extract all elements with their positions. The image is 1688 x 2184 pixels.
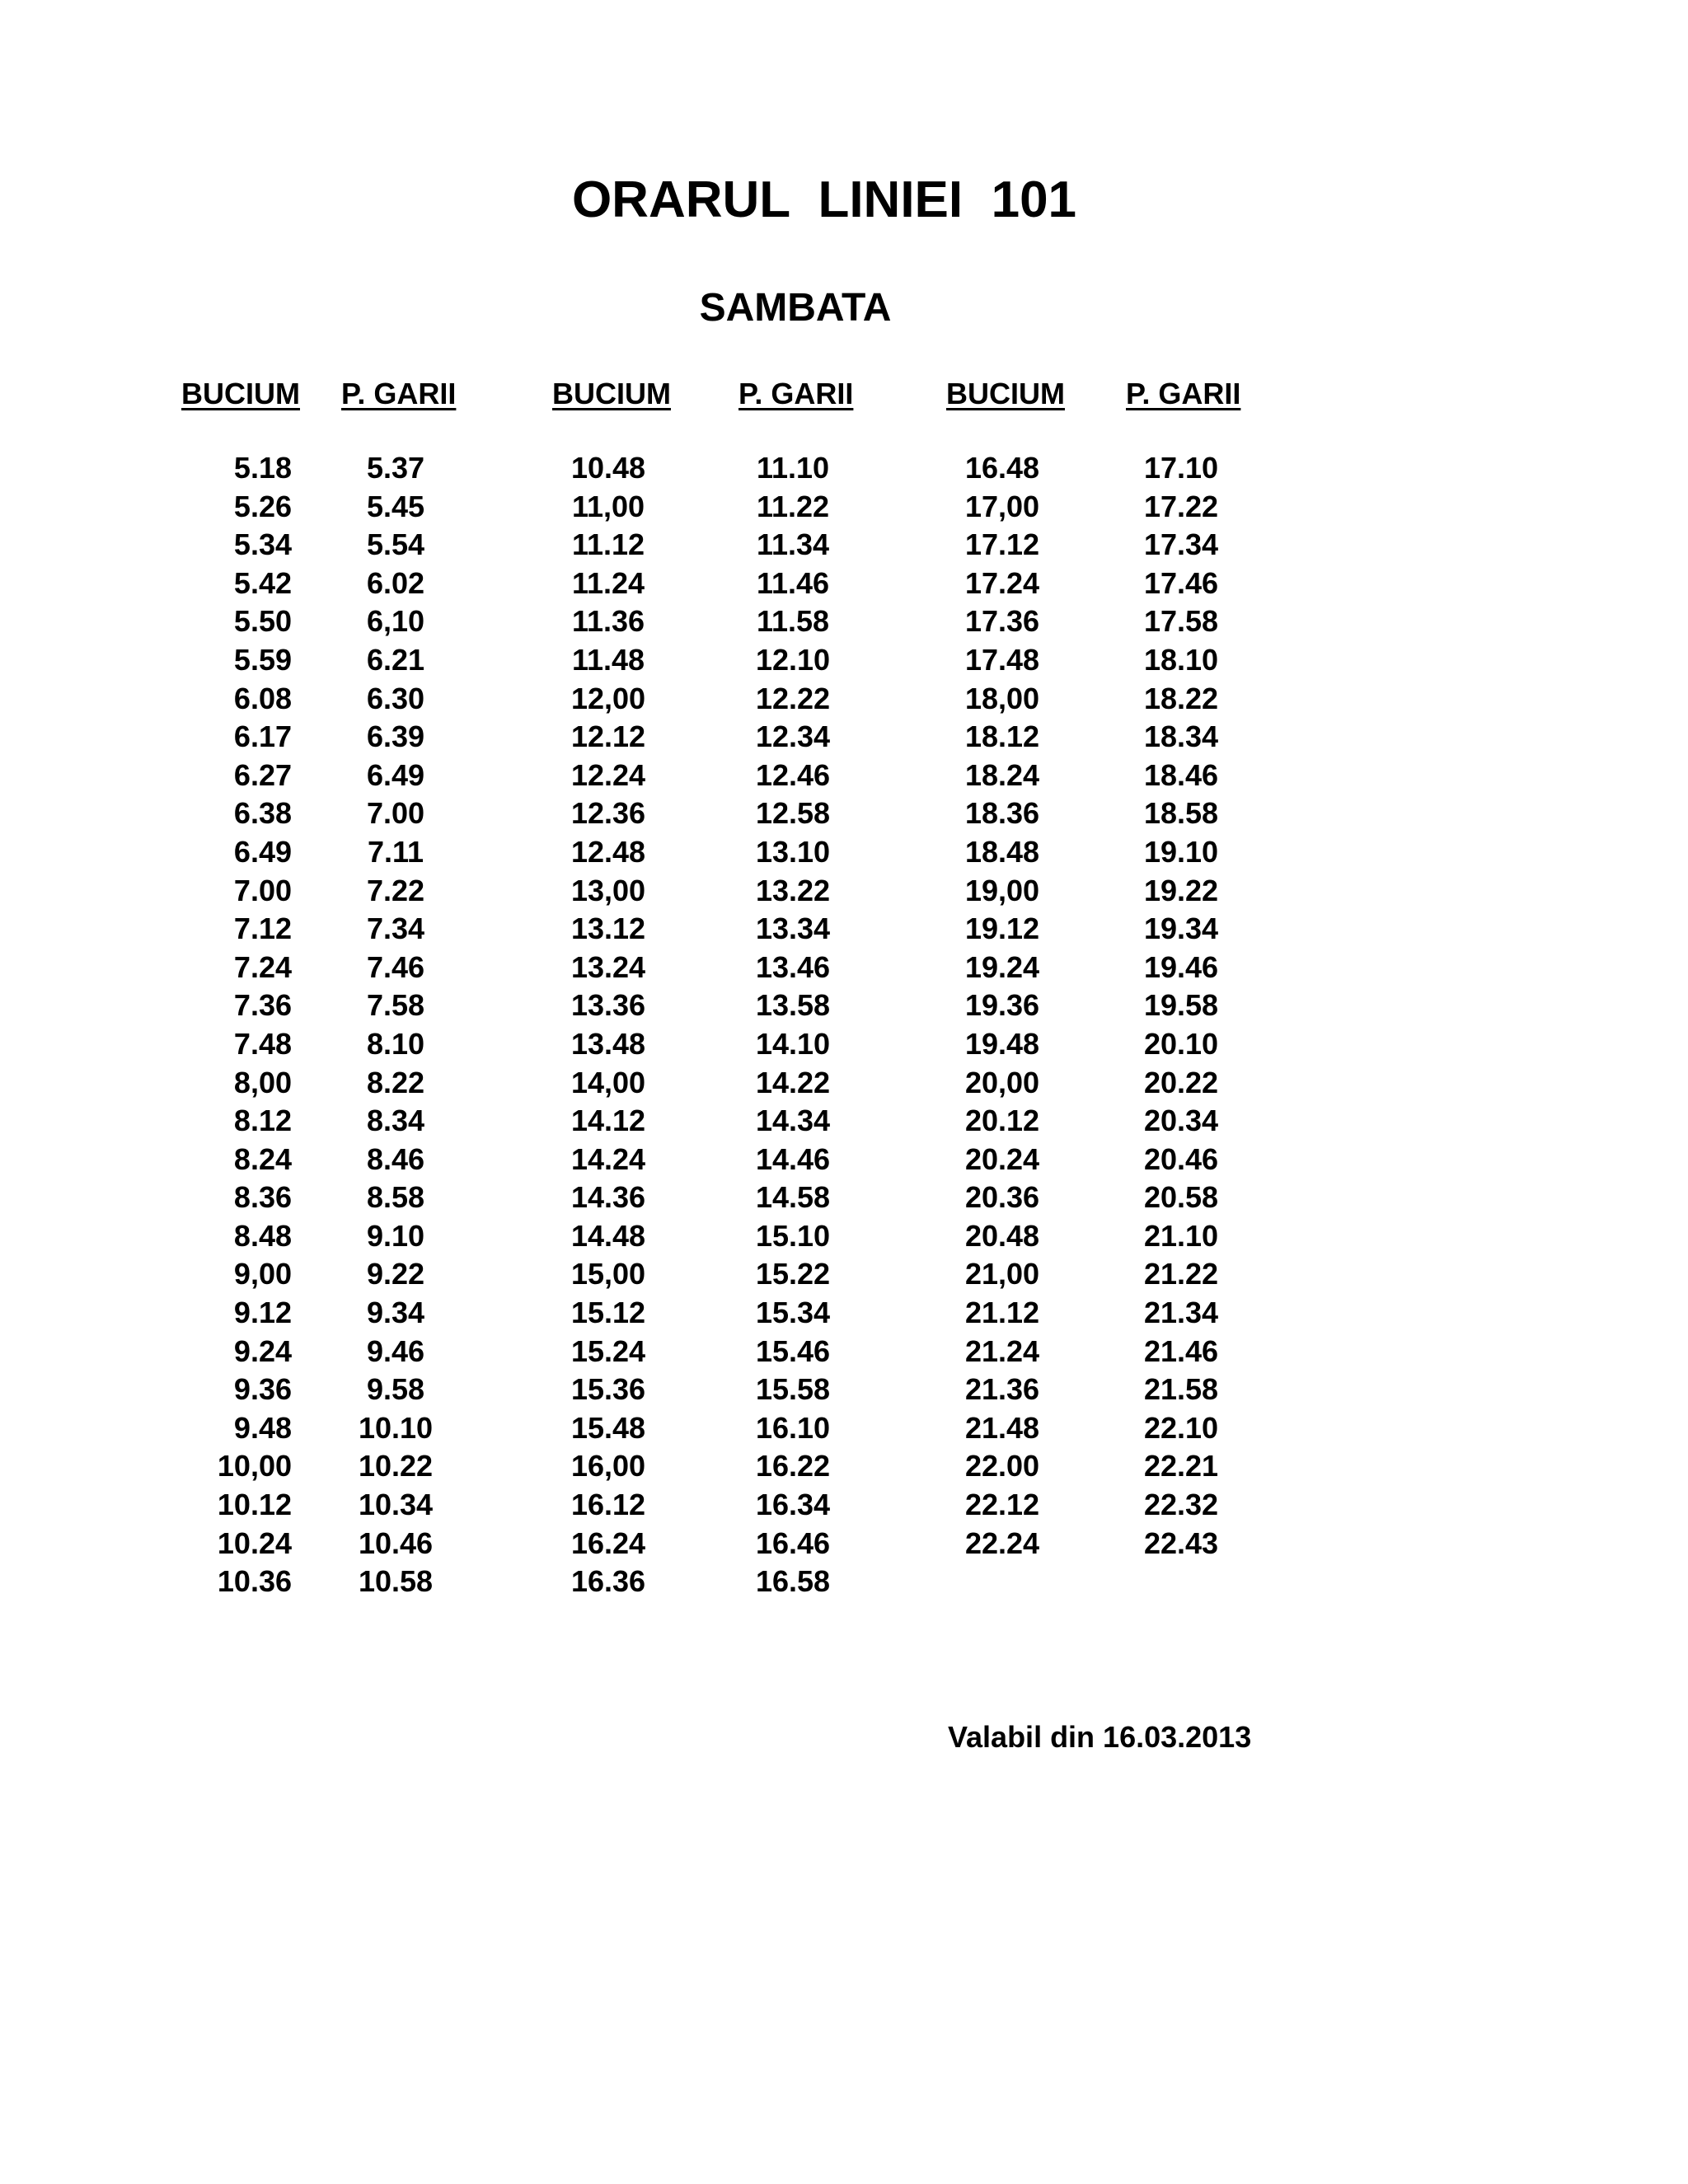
time-cell: 21.24 xyxy=(964,1333,1040,1368)
time-cell: 12.46 xyxy=(755,757,831,792)
time-cell: 18.46 xyxy=(1143,757,1219,792)
time-cell: 16.46 xyxy=(755,1526,831,1560)
time-cell: 13.46 xyxy=(755,949,831,984)
time-cell: 6.27 xyxy=(233,757,292,792)
time-cell: 19,00 xyxy=(964,873,1040,907)
time-cell: 22.24 xyxy=(964,1526,1040,1560)
time-cell: 12.24 xyxy=(570,757,646,792)
time-cell: 20.58 xyxy=(1143,1180,1219,1215)
time-cell: 17.34 xyxy=(1143,527,1219,562)
time-cell: 6.02 xyxy=(366,565,425,600)
time-cell: 16.12 xyxy=(570,1488,646,1522)
time-cell: 10.58 xyxy=(358,1564,434,1599)
time-cell: 5.34 xyxy=(233,527,292,562)
time-cell: 7.46 xyxy=(366,949,425,984)
time-cell: 17.10 xyxy=(1143,451,1219,485)
time-cell: 7.11 xyxy=(367,834,424,869)
time-cell: 19.58 xyxy=(1143,988,1219,1023)
time-cell: 7.00 xyxy=(233,873,292,907)
time-cell: 14.58 xyxy=(755,1180,831,1215)
page-title: ORARUL LINIEI 101 xyxy=(571,171,1077,228)
time-cell: 6.49 xyxy=(233,834,292,869)
time-cell: 22.43 xyxy=(1143,1526,1219,1560)
time-cell: 13.48 xyxy=(570,1026,646,1061)
time-cell: 10.24 xyxy=(217,1526,292,1560)
time-cell: 8.10 xyxy=(366,1026,425,1061)
time-cell: 7.00 xyxy=(366,796,425,831)
time-cell: 22.32 xyxy=(1143,1488,1219,1522)
time-cell: 5.54 xyxy=(366,527,425,562)
time-cell: 6.30 xyxy=(366,681,425,715)
time-cell: 20.24 xyxy=(964,1141,1040,1176)
time-cell: 10.36 xyxy=(217,1564,292,1599)
time-cell: 13.36 xyxy=(570,988,646,1023)
time-cell: 10.46 xyxy=(358,1526,434,1560)
time-cell: 13.34 xyxy=(755,912,831,946)
time-cell: 9.24 xyxy=(233,1333,292,1368)
time-cell: 15.34 xyxy=(755,1296,831,1330)
time-cell: 18.22 xyxy=(1143,681,1219,715)
time-cell: 18.12 xyxy=(964,719,1040,754)
time-cell: 22.21 xyxy=(1143,1449,1219,1483)
time-cell: 7.48 xyxy=(233,1026,292,1061)
header-bucium-3: BUCIUM xyxy=(946,377,1065,410)
time-cell: 17,00 xyxy=(964,489,1040,523)
time-cell: 11.46 xyxy=(756,565,830,600)
time-cell: 13.22 xyxy=(755,873,831,907)
time-cell: 5.18 xyxy=(233,451,292,485)
time-cell: 13.10 xyxy=(755,834,831,869)
time-cell: 14.22 xyxy=(755,1065,831,1099)
time-cell: 22.12 xyxy=(964,1488,1040,1522)
time-cell: 7.22 xyxy=(366,873,425,907)
time-cell: 21.10 xyxy=(1143,1218,1219,1253)
time-cell: 12.48 xyxy=(570,834,646,869)
time-cell: 12.22 xyxy=(755,681,831,715)
time-cell: 8.48 xyxy=(233,1218,292,1253)
header-garii-2: P. GARII xyxy=(738,377,854,410)
times-column xyxy=(526,449,691,1601)
time-cell: 9.12 xyxy=(233,1296,292,1330)
time-cell: 13.58 xyxy=(755,988,831,1023)
time-cell: 11.58 xyxy=(756,604,830,639)
time-cell: 15.48 xyxy=(570,1410,646,1445)
time-cell: 19.24 xyxy=(964,949,1040,984)
time-cell: 8.22 xyxy=(366,1065,425,1099)
time-cell: 6.39 xyxy=(366,719,425,754)
time-cell: 8.36 xyxy=(233,1180,292,1215)
time-cell: 14.48 xyxy=(570,1218,646,1253)
time-cell: 11.12 xyxy=(571,527,645,562)
time-cell: 14.34 xyxy=(755,1104,831,1138)
time-cell: 15,00 xyxy=(570,1257,646,1291)
time-cell: 12.12 xyxy=(570,719,646,754)
time-cell: 7.24 xyxy=(233,949,292,984)
time-cell: 7.58 xyxy=(366,988,425,1023)
time-cell: 16.58 xyxy=(755,1564,831,1599)
header-garii-3: P. GARII xyxy=(1126,377,1241,410)
time-cell: 21.58 xyxy=(1143,1372,1219,1407)
time-cell: 20.36 xyxy=(964,1180,1040,1215)
time-cell: 17.24 xyxy=(964,565,1040,600)
time-cell: 14,00 xyxy=(570,1065,646,1099)
time-cell: 20.48 xyxy=(964,1218,1040,1253)
time-cell: 21.36 xyxy=(964,1372,1040,1407)
time-cell: 18.48 xyxy=(964,834,1040,869)
time-cell: 10.12 xyxy=(217,1488,292,1522)
time-cell: 12.58 xyxy=(755,796,831,831)
time-cell: 14.10 xyxy=(755,1026,831,1061)
time-cell: 20.46 xyxy=(1143,1141,1219,1176)
time-cell: 15.58 xyxy=(755,1372,831,1407)
time-cell: 12.34 xyxy=(755,719,831,754)
time-cell: 9.58 xyxy=(366,1372,425,1407)
time-cell: 22.00 xyxy=(964,1449,1040,1483)
time-cell: 15.46 xyxy=(755,1333,831,1368)
time-cell: 10,00 xyxy=(217,1449,292,1483)
time-cell: 19.22 xyxy=(1143,873,1219,907)
time-cell: 17.12 xyxy=(964,527,1040,562)
time-cell: 7.36 xyxy=(233,988,292,1023)
time-cell: 11.24 xyxy=(571,565,645,600)
time-cell: 12.10 xyxy=(755,642,831,677)
time-cell: 20.12 xyxy=(964,1104,1040,1138)
times-column xyxy=(313,449,478,1601)
time-cell: 15.10 xyxy=(755,1218,831,1253)
time-cell: 9,00 xyxy=(233,1257,292,1291)
time-cell: 12.36 xyxy=(570,796,646,831)
time-cell: 6,10 xyxy=(366,604,425,639)
time-cell: 8.34 xyxy=(366,1104,425,1138)
times-column xyxy=(920,449,1085,1563)
time-cell: 5.26 xyxy=(233,489,292,523)
time-cell: 6.49 xyxy=(366,757,425,792)
time-cell: 19.10 xyxy=(1143,834,1219,869)
time-cell: 5.50 xyxy=(233,604,292,639)
time-cell: 20,00 xyxy=(964,1065,1040,1099)
time-cell: 17.22 xyxy=(1143,489,1219,523)
time-cell: 21.12 xyxy=(964,1296,1040,1330)
time-cell: 13,00 xyxy=(570,873,646,907)
time-cell: 6.38 xyxy=(233,796,292,831)
time-cell: 11,00 xyxy=(571,489,645,523)
time-cell: 6.21 xyxy=(366,642,425,677)
time-cell: 14.24 xyxy=(570,1141,646,1176)
time-cell: 22.10 xyxy=(1143,1410,1219,1445)
time-cell: 17.58 xyxy=(1143,604,1219,639)
time-cell: 9.22 xyxy=(366,1257,425,1291)
time-cell: 16.36 xyxy=(570,1564,646,1599)
time-cell: 9.10 xyxy=(366,1218,425,1253)
time-cell: 5.37 xyxy=(366,451,425,485)
time-cell: 6.17 xyxy=(233,719,292,754)
time-cell: 21.48 xyxy=(964,1410,1040,1445)
time-cell: 16.22 xyxy=(755,1449,831,1483)
time-cell: 11.48 xyxy=(571,642,645,677)
times-column xyxy=(1099,449,1264,1563)
time-cell: 6.08 xyxy=(233,681,292,715)
time-cell: 21.22 xyxy=(1143,1257,1219,1291)
time-cell: 12,00 xyxy=(570,681,646,715)
time-cell: 16.24 xyxy=(570,1526,646,1560)
time-cell: 19.12 xyxy=(964,912,1040,946)
time-cell: 18,00 xyxy=(964,681,1040,715)
time-cell: 5.45 xyxy=(366,489,425,523)
time-cell: 10.22 xyxy=(358,1449,434,1483)
time-cell: 5.42 xyxy=(233,565,292,600)
time-cell: 19.34 xyxy=(1143,912,1219,946)
time-cell: 18.58 xyxy=(1143,796,1219,831)
time-cell: 16,00 xyxy=(570,1449,646,1483)
time-cell: 8.24 xyxy=(233,1141,292,1176)
time-cell: 15.12 xyxy=(570,1296,646,1330)
time-cell: 9.34 xyxy=(366,1296,425,1330)
time-cell: 19.46 xyxy=(1143,949,1219,984)
time-cell: 11.36 xyxy=(571,604,645,639)
times-column xyxy=(127,449,292,1601)
time-cell: 21,00 xyxy=(964,1257,1040,1291)
time-cell: 11.10 xyxy=(756,451,830,485)
time-cell: 18.34 xyxy=(1143,719,1219,754)
header-bucium-2: BUCIUM xyxy=(552,377,671,410)
time-cell: 15.22 xyxy=(755,1257,831,1291)
time-cell: 17.48 xyxy=(964,642,1040,677)
header-bucium-1: BUCIUM xyxy=(181,377,300,410)
header-garii-1: P. GARII xyxy=(341,377,457,410)
time-cell: 8.46 xyxy=(366,1141,425,1176)
time-cell: 10.34 xyxy=(358,1488,434,1522)
time-cell: 16.34 xyxy=(755,1488,831,1522)
time-cell: 16.10 xyxy=(755,1410,831,1445)
time-cell: 13.24 xyxy=(570,949,646,984)
time-cell: 14.36 xyxy=(570,1180,646,1215)
time-cell: 15.36 xyxy=(570,1372,646,1407)
time-cell: 10.48 xyxy=(570,451,646,485)
time-cell: 15.24 xyxy=(570,1333,646,1368)
times-column xyxy=(710,449,875,1601)
time-cell: 5.59 xyxy=(233,642,292,677)
time-cell: 8.58 xyxy=(366,1180,425,1215)
time-cell: 9.46 xyxy=(366,1333,425,1368)
time-cell: 21.46 xyxy=(1143,1333,1219,1368)
time-cell: 14.46 xyxy=(755,1141,831,1176)
time-cell: 21.34 xyxy=(1143,1296,1219,1330)
time-cell: 7.12 xyxy=(233,912,292,946)
time-cell: 17.46 xyxy=(1143,565,1219,600)
time-cell: 14.12 xyxy=(570,1104,646,1138)
time-cell: 8,00 xyxy=(233,1065,292,1099)
time-cell: 9.48 xyxy=(233,1410,292,1445)
time-cell: 9.36 xyxy=(233,1372,292,1407)
valid-from-note: Valabil din 16.03.2013 xyxy=(948,1720,1252,1754)
time-cell: 17.36 xyxy=(964,604,1040,639)
time-cell: 18.24 xyxy=(964,757,1040,792)
time-cell: 11.22 xyxy=(756,489,830,523)
day-subtitle: SAMBATA xyxy=(699,286,892,330)
time-cell: 13.12 xyxy=(570,912,646,946)
time-cell: 19.36 xyxy=(964,988,1040,1023)
time-cell: 11.34 xyxy=(756,527,830,562)
time-cell: 18.10 xyxy=(1143,642,1219,677)
time-cell: 10.10 xyxy=(358,1410,434,1445)
time-cell: 19.48 xyxy=(964,1026,1040,1061)
time-cell: 20.34 xyxy=(1143,1104,1219,1138)
time-cell: 8.12 xyxy=(233,1104,292,1138)
time-cell: 20.10 xyxy=(1143,1026,1219,1061)
time-cell: 16.48 xyxy=(964,451,1040,485)
time-cell: 7.34 xyxy=(366,912,425,946)
time-cell: 20.22 xyxy=(1143,1065,1219,1099)
time-cell: 18.36 xyxy=(964,796,1040,831)
